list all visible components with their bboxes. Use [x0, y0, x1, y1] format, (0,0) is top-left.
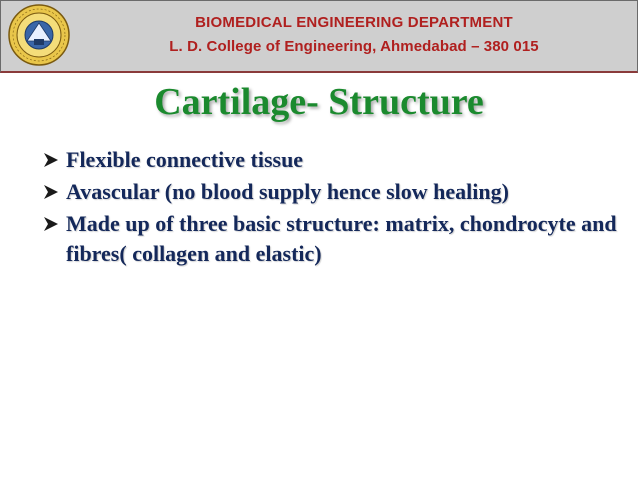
- bullet-text: Flexible connective tissue: [66, 147, 304, 172]
- bullet-item: [42, 177, 622, 207]
- arrow-bullet-icon: [42, 216, 60, 232]
- bullet-item: [42, 145, 622, 175]
- slide-header-banner: [0, 0, 638, 73]
- department-name: BIOMEDICAL ENGINEERING DEPARTMENT: [195, 14, 513, 31]
- slide-title: Cartilage- Structure: [154, 81, 484, 123]
- bullet-text: Made up of three basic structure: matrix, chondrocyte and fibres( collagen and elastic): [66, 211, 617, 266]
- bullet-item: [42, 209, 622, 269]
- bullet-text: Avascular (no blood supply hence slow healing): [66, 179, 509, 204]
- arrow-bullet-icon: [42, 152, 60, 168]
- bullet-list: [42, 145, 622, 271]
- college-name: L. D. College of Engineering, Ahmedabad – 380 015: [169, 38, 539, 55]
- college-seal-icon: [7, 3, 71, 67]
- arrow-bullet-icon: [42, 184, 60, 200]
